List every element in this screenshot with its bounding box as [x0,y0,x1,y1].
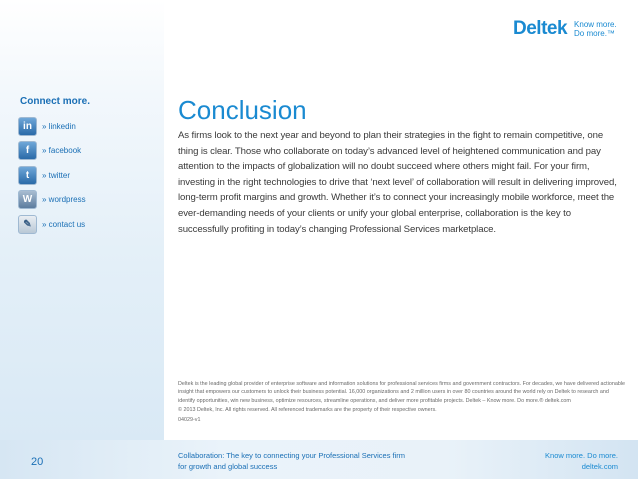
social-link-label[interactable]: » twitter [42,170,71,180]
linkedin-icon: in [18,117,37,136]
facebook-icon: f [18,141,37,160]
conclusion-paragraph: As firms look to the next year and beyond to plan their strategies in the fight to remain competitive, one thing is clear. Those who collaborate on today’s advanced level of heightened communication and pay attention to the impacts of globalization will no doubt succeed where others might fail. For your firm, investing in the right technologies to drive that ‘next level’ of collaboration will result in delivering improved, long-term profit margins and growth. Whether it’s to connect your increasingly mobile workforce, meet the ever-demanding needs of your clients or unify your global enterprise, collaboration is the key to successfully profiting in today’s changing Professional Services marketplace. [178,130,617,235]
footnote [178,380,626,425]
social-link-label[interactable]: » contact us [42,219,86,229]
sidebar-item-contact-us[interactable] [18,212,86,237]
page-number: 20 [31,456,44,468]
logo-tagline-line2: Do more.™ [574,29,615,38]
footer-branding [545,450,618,472]
footer-document-title: Collaboration: The key to connecting your Professional Services firm for growth and global success [178,451,406,471]
connect-more-title: Connect more. [20,96,91,107]
sidebar-item-facebook[interactable] [18,139,86,164]
page-title: Conclusion [178,95,307,125]
copyright-text: © 2013 Deltek, Inc. All rights reserved. All referenced trademarks are the property of their respective owners. [178,407,437,414]
social-links-list [18,114,86,237]
sidebar-item-linkedin[interactable] [18,114,86,139]
logo-tagline-line1: Know more. [574,20,617,29]
document-code: 04029-v1 [178,416,201,423]
sidebar-item-wordpress[interactable] [18,188,86,213]
deltek-logo [513,18,617,40]
company-about-text: Deltek is the leading global provider of enterprise software and information solutions for professional services firms and government contractors. For decades, we have delivered actionable insight that empowers our customers to unlock their business potential. 16,000 organizations and 2 million users in over 80 countries around the world rely on Deltek to research and identify opportunities, win new business, optimize resources, streamline operations, and deliver more profitable projects. Deltek – Know more. Do more.® deltek.com [178,381,626,404]
social-link-label[interactable]: » linkedin [42,121,76,131]
wordpress-icon: W [18,190,37,209]
logo-tagline [574,20,617,38]
social-link-label[interactable]: » wordpress [42,195,86,205]
logo-wordmark: Deltek [513,18,568,39]
sidebar-item-twitter[interactable] [18,163,86,188]
social-link-label[interactable]: » facebook [42,146,82,156]
twitter-icon: t [18,166,37,185]
footer-tagline: Know more. Do more. [545,451,618,460]
footer-url-link[interactable]: deltek.com [581,462,618,471]
contact-icon: ✎ [18,215,37,234]
